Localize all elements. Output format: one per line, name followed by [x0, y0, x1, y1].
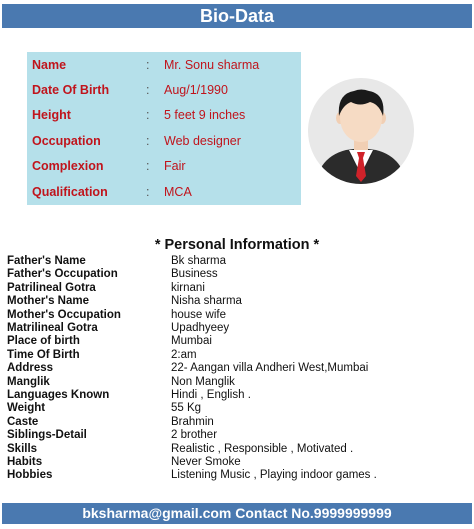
personal-row	[0, 443, 474, 456]
personal-label: Siblings-Detail	[7, 429, 87, 441]
summary-value: Mr. Sonu sharma	[164, 58, 260, 72]
personal-row	[0, 322, 474, 335]
personal-value: Bk sharma	[171, 255, 226, 267]
personal-label: Weight	[7, 402, 46, 414]
personal-row	[0, 362, 474, 375]
summary-value: Web designer	[164, 134, 241, 148]
personal-row	[0, 282, 474, 295]
personal-value: Nisha sharma	[171, 295, 242, 307]
personal-value: Non Manglik	[171, 376, 235, 388]
summary-value: Fair	[164, 159, 186, 173]
personal-value: Hindi , English .	[171, 389, 251, 401]
summary-label: Occupation	[32, 134, 101, 148]
personal-value: 55 Kg	[171, 402, 202, 414]
summary-row-qualification	[27, 182, 301, 202]
personal-row	[0, 416, 474, 429]
summary-row-occupation	[27, 131, 301, 151]
summary-row-height	[27, 105, 301, 125]
personal-label: Address	[7, 362, 54, 374]
personal-row	[0, 255, 474, 268]
page-title: Bio-Data	[2, 4, 472, 28]
personal-label: Mother's Name	[7, 295, 89, 307]
contact-footer: bksharma@gmail.com Contact No.9999999999	[2, 503, 472, 524]
personal-value: kirnani	[171, 282, 205, 294]
personal-value: Brahmin	[171, 416, 214, 428]
personal-row	[0, 402, 474, 415]
personal-value: house wife	[171, 309, 226, 321]
personal-value: Never Smoke	[171, 456, 241, 468]
personal-value: Listening Music , Playing indoor games .	[171, 469, 377, 481]
personal-value: Mumbai	[171, 335, 212, 347]
personal-value: 2:am	[171, 349, 197, 361]
personal-row	[0, 335, 474, 348]
personal-row	[0, 376, 474, 389]
summary-separator: :	[146, 83, 150, 97]
personal-label: Manglik	[7, 376, 50, 388]
summary-label: Name	[32, 58, 67, 72]
summary-label: Qualification	[32, 185, 108, 199]
summary-separator: :	[146, 134, 150, 148]
personal-label: Place of birth	[7, 335, 80, 347]
personal-row	[0, 389, 474, 402]
summary-label: Complexion	[32, 159, 104, 173]
personal-value: Business	[171, 268, 218, 280]
summary-value: Aug/1/1990	[164, 83, 228, 97]
personal-label: Habits	[7, 456, 43, 468]
summary-row-complexion	[27, 156, 301, 176]
personal-label: Time Of Birth	[7, 349, 80, 361]
personal-label: Caste	[7, 416, 39, 428]
personal-row	[0, 429, 474, 442]
summary-separator: :	[146, 58, 150, 72]
summary-label: Height	[32, 108, 71, 122]
personal-row	[0, 268, 474, 281]
summary-row-dob	[27, 80, 301, 100]
personal-label: Skills	[7, 443, 38, 455]
summary-separator: :	[146, 108, 150, 122]
personal-value: 22- Aangan villa Andheri West,Mumbai	[171, 362, 369, 374]
personal-label: Mother's Occupation	[7, 309, 121, 321]
personal-label: Hobbies	[7, 469, 53, 481]
personal-label: Patrilineal Gotra	[7, 282, 96, 294]
personal-row	[0, 309, 474, 322]
personal-row	[0, 456, 474, 469]
personal-label: Languages Known	[7, 389, 110, 401]
personal-value: Upadhyeey	[171, 322, 230, 334]
personal-row	[0, 469, 474, 482]
summary-row-name	[27, 55, 301, 75]
summary-separator: :	[146, 185, 150, 199]
personal-label: Matrilineal Gotra	[7, 322, 98, 334]
personal-label: Father's Name	[7, 255, 86, 267]
summary-label: Date Of Birth	[32, 83, 110, 97]
summary-separator: :	[146, 159, 150, 173]
personal-info-heading: * Personal Information *	[154, 237, 320, 253]
personal-label: Father's Occupation	[7, 268, 118, 280]
personal-value: 2 brother	[171, 429, 218, 441]
summary-value: MCA	[164, 185, 192, 199]
summary-value: 5 feet 9 inches	[164, 108, 246, 122]
person-avatar-icon	[308, 78, 414, 184]
personal-value: Realistic , Responsible , Motivated .	[171, 443, 354, 455]
personal-row	[0, 295, 474, 308]
summary-card	[27, 52, 301, 205]
personal-row	[0, 349, 474, 362]
